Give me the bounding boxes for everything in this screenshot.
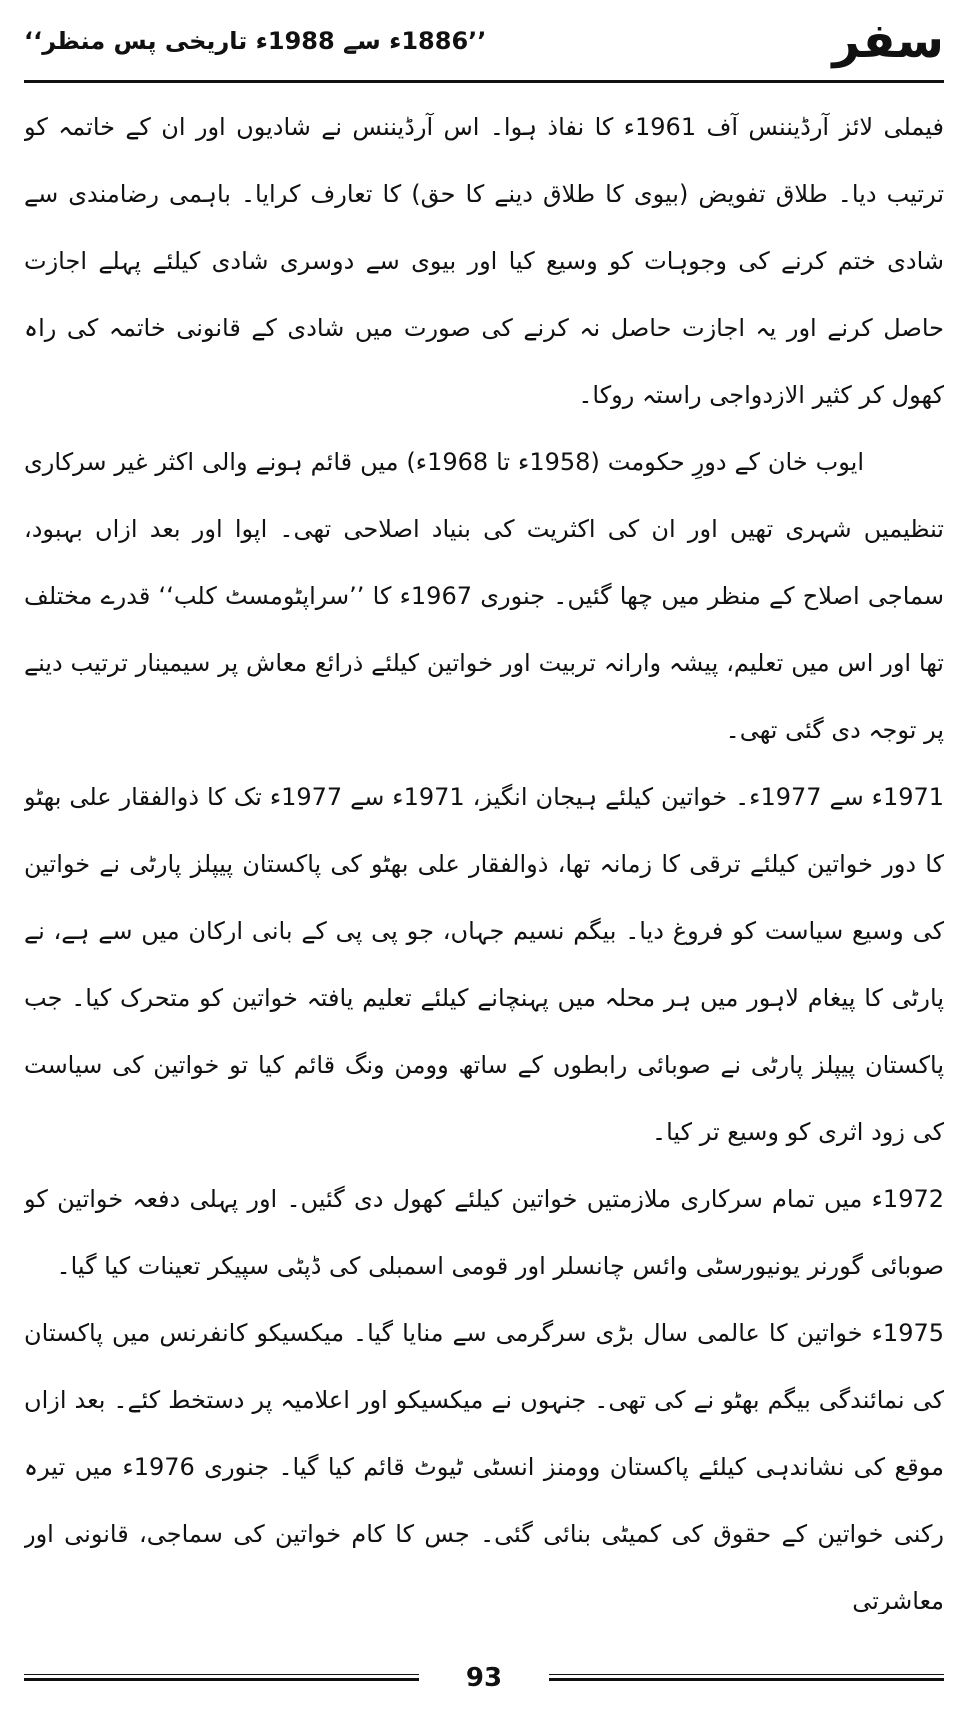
paragraph-2: ایوب خان کے دورِ حکومت (1958ء تا 1968ء) میں قائم ہونے والی اکثر غیر سرکاری تنظیمیں شہری تھیں اور ان کی اکثریت کی بنیاد اصلاحی تھی۔ اپوا اور بعد ازاں بہبود، سماجی اصلاح کے منظر میں چھا گئیں۔ جنوری 1967ء کا ’’سراپٹومسٹ کلب‘‘ قدرے مختلف تھا اور اس میں تعلیم، پیشہ وارانہ تربیت اور خواتین کیلئے ذرائع معاش پر سیمینار ترتیب دینے پر توجہ دی گئی تھی۔ <box>24 448 944 744</box>
page-footer <box>24 1662 944 1702</box>
body-text <box>24 94 944 1614</box>
paragraph-4: 1972ء میں تمام سرکاری ملازمتیں خواتین کیلئے کھول دی گئیں۔ اور پہلی دفعہ خواتین کو صوبائی گورنر یونیورسٹی وائس چانسلر اور قومی اسمبلی کی ڈپٹی سپیکر تعینات کیا گیا۔ <box>24 1185 944 1280</box>
page-header <box>24 10 944 80</box>
header-rule <box>24 80 944 83</box>
running-title: سفر <box>832 13 944 69</box>
page-number: 93 <box>465 1663 503 1693</box>
paragraph-5: 1975ء خواتین کا عالمی سال بڑی سرگرمی سے منایا گیا۔ میکسیکو کانفرنس میں پاکستان کی نمائندگی بیگم بھٹو نے کی تھی۔ جنہوں نے میکسیکو اور اعلامیہ پر دستخط کئے۔ بعد ازاں موقع کی نشاندہی کیلئے پاکستان وومنز انسٹی ٹیوٹ قائم کیا گیا۔ جنوری 1976ء میں تیرہ رکنی خواتین کے حقوق کی کمیٹی بنائی گئی۔ جس کا کام خواتین کی سماجی، قانونی اور معاشرتی <box>24 1319 944 1614</box>
footer-rule-right <box>549 1674 944 1682</box>
paragraph-3: 1971ء سے 1977ء۔ خواتین کیلئے ہیجان انگیز، 1971ء سے 1977ء تک کا ذوالفقار علی بھٹو کا دور خواتین کیلئے ترقی کا زمانہ تھا، ذوالفقار علی بھٹو کی پاکستان پیپلز پارٹی نے خواتین کی وسیع سیاست کو فروغ دیا۔ بیگم نسیم جہاں، جو پی پی کے بانی ارکان میں سے ہے، نے پارٹی کا پیغام لاہور میں ہر محلہ میں پہنچانے کیلئے تعلیم یافتہ خواتین کو متحرک کیا۔ جب پاکستان پیپلز پارٹی نے صوبائی رابطوں کے ساتھ وومن ونگ قائم کیا تو خواتین کی سیاست کی زود اثری کو وسیع تر کیا۔ <box>24 783 944 1146</box>
chapter-subtitle: ’’1886ء سے 1988ء تاریخی پس منظر‘‘ <box>24 27 487 55</box>
paragraph-1: فیملی لائز آرڈیننس آف 1961ء کا نفاذ ہوا۔ اس آرڈیننس نے شادیوں اور ان کے خاتمہ کو ترتیب دیا۔ طلاق تفویض (بیوی کا طلاق دینے کا حق) کا تعارف کرایا۔ باہمی رضامندی سے شادی ختم کرنے کی وجوہات کو وسیع کیا اور بیوی سے دوسری شادی کیلئے پہلے اجازت حاصل کرنے اور یہ اجازت حاصل نہ کرنے کی صورت میں شادی کے قانونی خاتمہ کی راہ کھول کر کثیر الازدواجی راستہ روکا۔ <box>24 113 944 409</box>
